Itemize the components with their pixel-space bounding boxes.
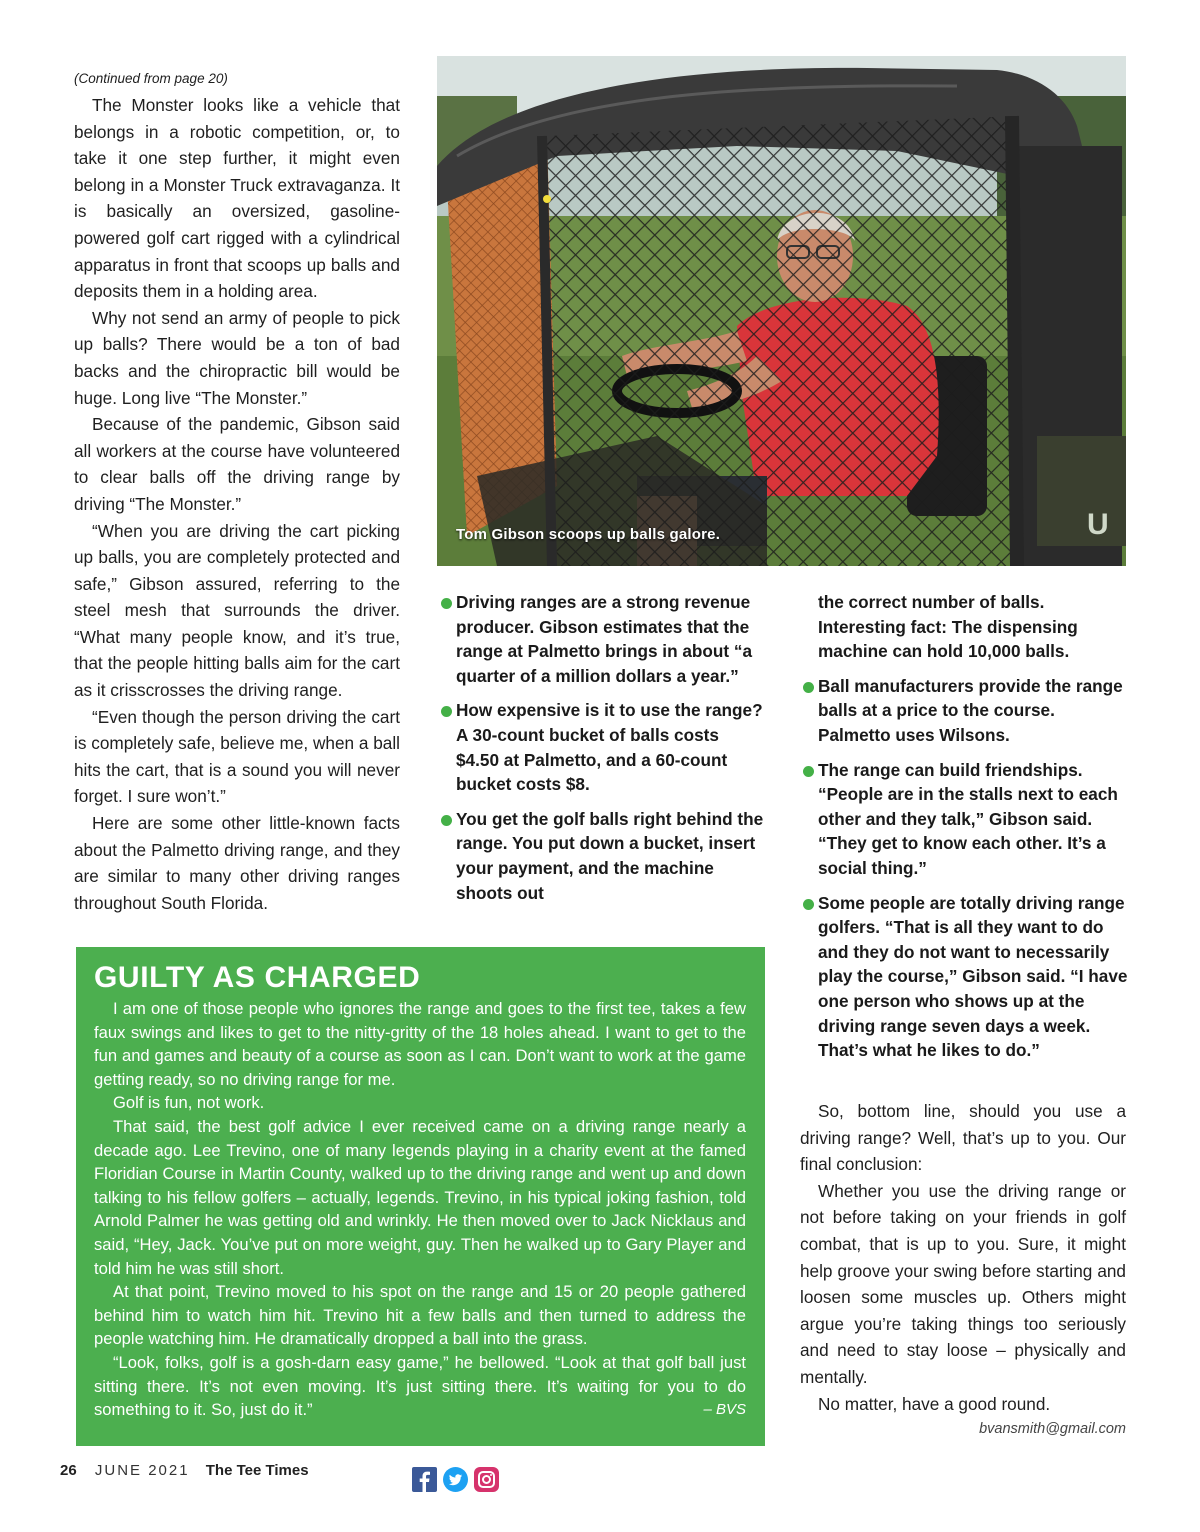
sidebar-title: GUILTY AS CHARGED <box>94 961 421 994</box>
list-item-text: How expensive is it to use the range? A 30-count bucket of balls costs $4.50 at Palmetto, and a 60-count bucket costs $8. <box>456 700 763 795</box>
sidebar-paragraph: That said, the best golf advice I ever received came on a driving range nearly a decade ago. Lee Trevino, one of many legends playing in a charity event at the famed Floridian Course in Martin County, walked up to the driving range and went up and down talking to his fellow golfers – actually, legends. Trevino, in his typical joking fashion, told Arnold Palmer he was getting old and wrinkly. He then moved over to Jack Nicklaus and said, “Hey, Jack. You’ve put on more weight, guy. Then he walked up to Gary Player and told him he was still short. <box>94 1116 746 1278</box>
photo-golf-cart <box>437 56 1126 566</box>
bullet-dot-icon <box>803 899 814 910</box>
sidebar-paragraph <box>94 1351 746 1422</box>
author-email[interactable]: bvansmith@gmail.com <box>979 1421 1126 1437</box>
list-item-text: Some people are totally driving range golfers. “That is all they want to do and they do not want to necessarily play the course,” Gibson said. “I have one person who shows up at the driving range seven days a week. That’s what he likes to do.” <box>818 892 1128 1061</box>
sidebar-paragraph: I am one of those people who ignores the range and goes to the first tee, takes a few faux swings and likes to get to the nitty-gritty of the 18 holes ahead. I want to get to the fun and games and beauty of a course as soon as I can. Don’t want to work at the game getting ready, so no driving range for me. <box>94 999 746 1089</box>
issue-date: JUNE 2021 <box>94 1462 190 1479</box>
publication-name: The Tee Times <box>205 1462 309 1479</box>
twitter-icon[interactable] <box>443 1467 468 1492</box>
page-footer <box>60 1462 309 1479</box>
left-column <box>74 66 400 916</box>
list-item-text: Driving ranges are a strong revenue producer. Gibson estimates that the range at Palmetto brings in about “a quarter of a million dollars a year.” <box>456 592 753 686</box>
list-item-text: Ball manufacturers provide the range balls at a price to the course. Palmetto uses Wilsons. <box>818 675 1123 745</box>
photo-caption: Tom Gibson scoops up balls galore. <box>456 526 721 543</box>
sidebar-signature: – BVS <box>703 1401 746 1419</box>
list-item <box>440 807 766 905</box>
photo-illustration <box>437 56 1126 566</box>
bullet-dot-icon <box>803 766 814 777</box>
body-paragraph: No matter, have a good round. <box>818 1393 1051 1414</box>
continued-note: (Continued from page 20) <box>74 71 228 86</box>
list-item <box>440 590 766 688</box>
body-paragraph: “When you are driving the cart picking up balls, you are completely protected and safe,” Gibson assured, referring to the steel mesh that surrounds the driver. “What many people know, and it’s true, that the people hitting balls aim for the cart as it crisscrosses the driving range. <box>74 520 400 701</box>
list-item <box>440 698 766 796</box>
facts-list-right <box>802 590 1128 1073</box>
list-item-continuation: the correct number of balls. Interesting fact: The dispensing machine can hold 10,000 balls. <box>818 592 1078 662</box>
body-paragraph: Here are some other little-known facts about the Palmetto driving range, and they are similar to many other driving ranges throughout South Florida. <box>74 813 400 913</box>
body-paragraph: “Even though the person driving the cart is completely safe, believe me, when a ball hits the cart, that is a sound you will never forget. I sure won’t.” <box>74 706 400 807</box>
bullet-dot-icon <box>441 706 452 717</box>
sidebar-paragraph: At that point, Trevino moved to his spot on the range and 15 or 20 people gathered behind him to watch him hit. Trevino hit a few balls and then turned to address the people watching him. He dramatically dropped a ball into the grass. <box>94 1282 746 1349</box>
body-paragraph: Because of the pandemic, Gibson said all workers at the course have volunteered to clear balls off the driving range by driving “The Monster.” <box>74 414 400 514</box>
bullet-dot-icon <box>803 682 814 693</box>
bullet-dot-icon <box>441 598 452 609</box>
facebook-icon[interactable] <box>412 1467 437 1492</box>
page-number: 26 <box>60 1462 77 1479</box>
body-paragraph: Why not send an army of people to pick up balls? There would be a ton of bad backs and the chiropractic bill would be huge. Long live “The Monster.” <box>74 307 400 408</box>
facts-list-middle <box>440 590 766 915</box>
list-item-text: The range can build friendships. “People are in the stalls next to each other and they talk,” Gibson said. “They get to know each other. It’s a social thing.” <box>818 759 1118 878</box>
body-paragraph: So, bottom line, should you use a driving range? Well, that’s up to you. Our final conclusion: <box>800 1101 1126 1175</box>
social-links <box>412 1467 499 1492</box>
sidebar-box <box>76 947 765 1446</box>
list-item <box>802 674 1128 748</box>
svg-text:U: U <box>1087 508 1109 541</box>
sidebar-paragraph-text: “Look, folks, golf is a gosh-darn easy game,” he bellowed. “Look at that golf ball just sitting there. It’s not even moving. It’s just sitting there. It’s waiting for you to do something to it. So, just do it.” <box>94 1352 746 1420</box>
sidebar-paragraph: Golf is fun, not work. <box>113 1093 265 1113</box>
body-paragraph: Whether you use the driving range or not before taking on your friends in golf combat, that is up to you. Sure, it might help groove your swing before starting and loosen some muscles up. Others might argue you’re taking things too seriously and need to stay loose – physically and mentally. <box>800 1180 1126 1387</box>
list-item <box>802 758 1128 881</box>
list-item-text: You get the golf balls right behind the range. You put down a bucket, insert your payment, and the machine shoots out <box>456 808 764 903</box>
body-paragraph: The Monster looks like a vehicle that belongs in a robotic competition, or, to take it one step further, it might even belong in a Monster Truck extravaganza. It is basically an oversized, gasoline-powered golf cart rigged with a cylindrical apparatus in front that scoops up balls and deposits them in a holding area. <box>74 95 400 302</box>
right-column <box>800 1098 1126 1417</box>
bullet-dot-icon <box>441 815 452 826</box>
instagram-icon[interactable] <box>474 1467 499 1492</box>
list-item <box>802 891 1128 1063</box>
